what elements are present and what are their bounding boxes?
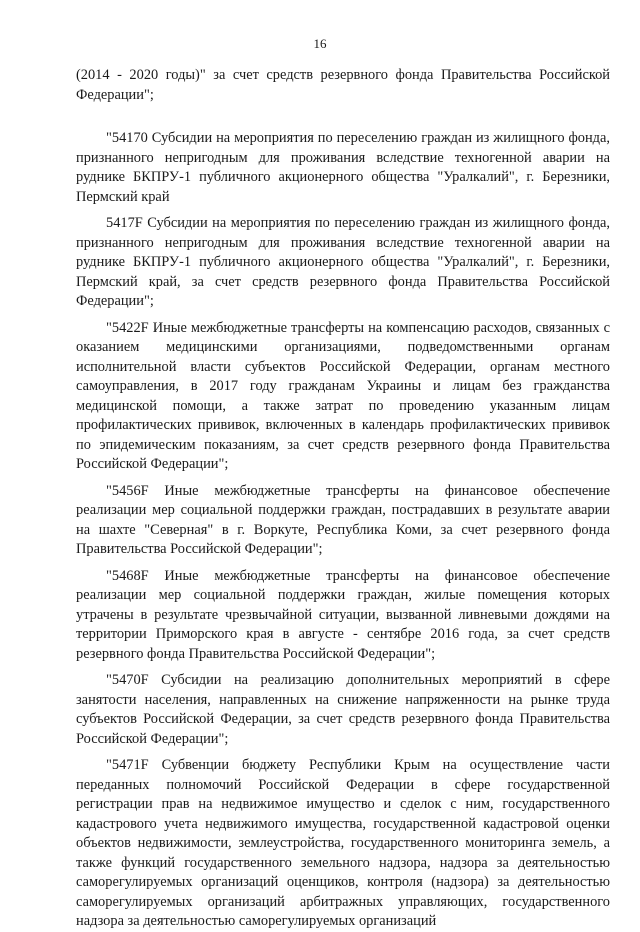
paragraph-5470F: "5470F Субсидии на реализацию дополнительных мероприятий в сфере занятости населения, направленных на снижение напряженности на рынке труда субъектов Российской Федерации, за счет средств резервного фонда Правительства Российской Федерации"; (76, 672, 610, 747)
paragraph-5422F: "5422F Иные межбюджетные трансферты на компенсацию расходов, связанных с оказанием медицинскими организациями, подведомственными органам исполнительной власти субъектов Российской Федерации, органам местного самоуправления, в 2017 году гражданам Украины и лицам без гражданства медицинской помощи, а также затрат по проведению указанным лицам профилактических прививок, включенных в календарь профилактических прививок по эпидемическим показаниям, за счет средств резервного фонда Правительства Российской Федерации"; (76, 319, 610, 472)
paragraph-5417F: 5417F Субсидии на мероприятия по переселению граждан из жилищного фонда, признанного непригодным для проживания вследствие техногенной аварии на руднике БКПРУ-1 публичного акционерного общества "Уралкалий", г. Березники, Пермский край, за счет средств резервного фонда Правительства Российской Федерации"; (76, 215, 610, 309)
paragraph-5456F: "5456F Иные межбюджетные трансферты на финансовое обеспечение реализации мер социальной поддержки граждан, пострадавших в результате аварии на шахте "Северная" в г. Воркуте, Республика Коми, за счет резервного фонда Правительства Российской Федерации"; (76, 482, 610, 557)
paragraph-5471F: "5471F Субвенции бюджету Республики Крым на осуществление части переданных полномочий Российской Федерации в сфере государственной регистрации прав на недвижимое имущество и сделок с ним, государственного кадастрового учета недвижимого имущества, государственной кадастровой оценки объектов недвижимости, землеустройства, государственного мониторинга земель, а также функций государственного земельного надзора, надзора за деятельностью саморегулируемых организаций оценщиков, контроля (надзора) за деятельностью саморегулируемых организаций арбитражных управляющих, государственного надзора за деятельностью саморегулируемых организаций (76, 757, 610, 929)
paragraph-continuation: (2014 - 2020 годы)" за счет средств резервного фонда Правительства Российской Федерации"; (76, 67, 610, 103)
page-number: 16 (313, 36, 327, 51)
paragraph-5468F: "5468F Иные межбюджетные трансферты на финансовое обеспечение реализации мер социальной поддержки граждан, жилые помещения которых утрачены в результате чрезвычайной ситуации, вызванной ливневыми дождями на территории Приморского края в августе - сентябре 2016 года, за счет средств резервного фонда Правительства Российской Федерации"; (76, 567, 610, 662)
paragraph-54170: "54170 Субсидии на мероприятия по переселению граждан из жилищного фонда, признанного непригодным для проживания вследствие техногенной аварии на руднике БКПРУ-1 публичного акционерного общества "Уралкалий", г. Березники, Пермский край (76, 130, 610, 205)
document-body (76, 66, 610, 932)
